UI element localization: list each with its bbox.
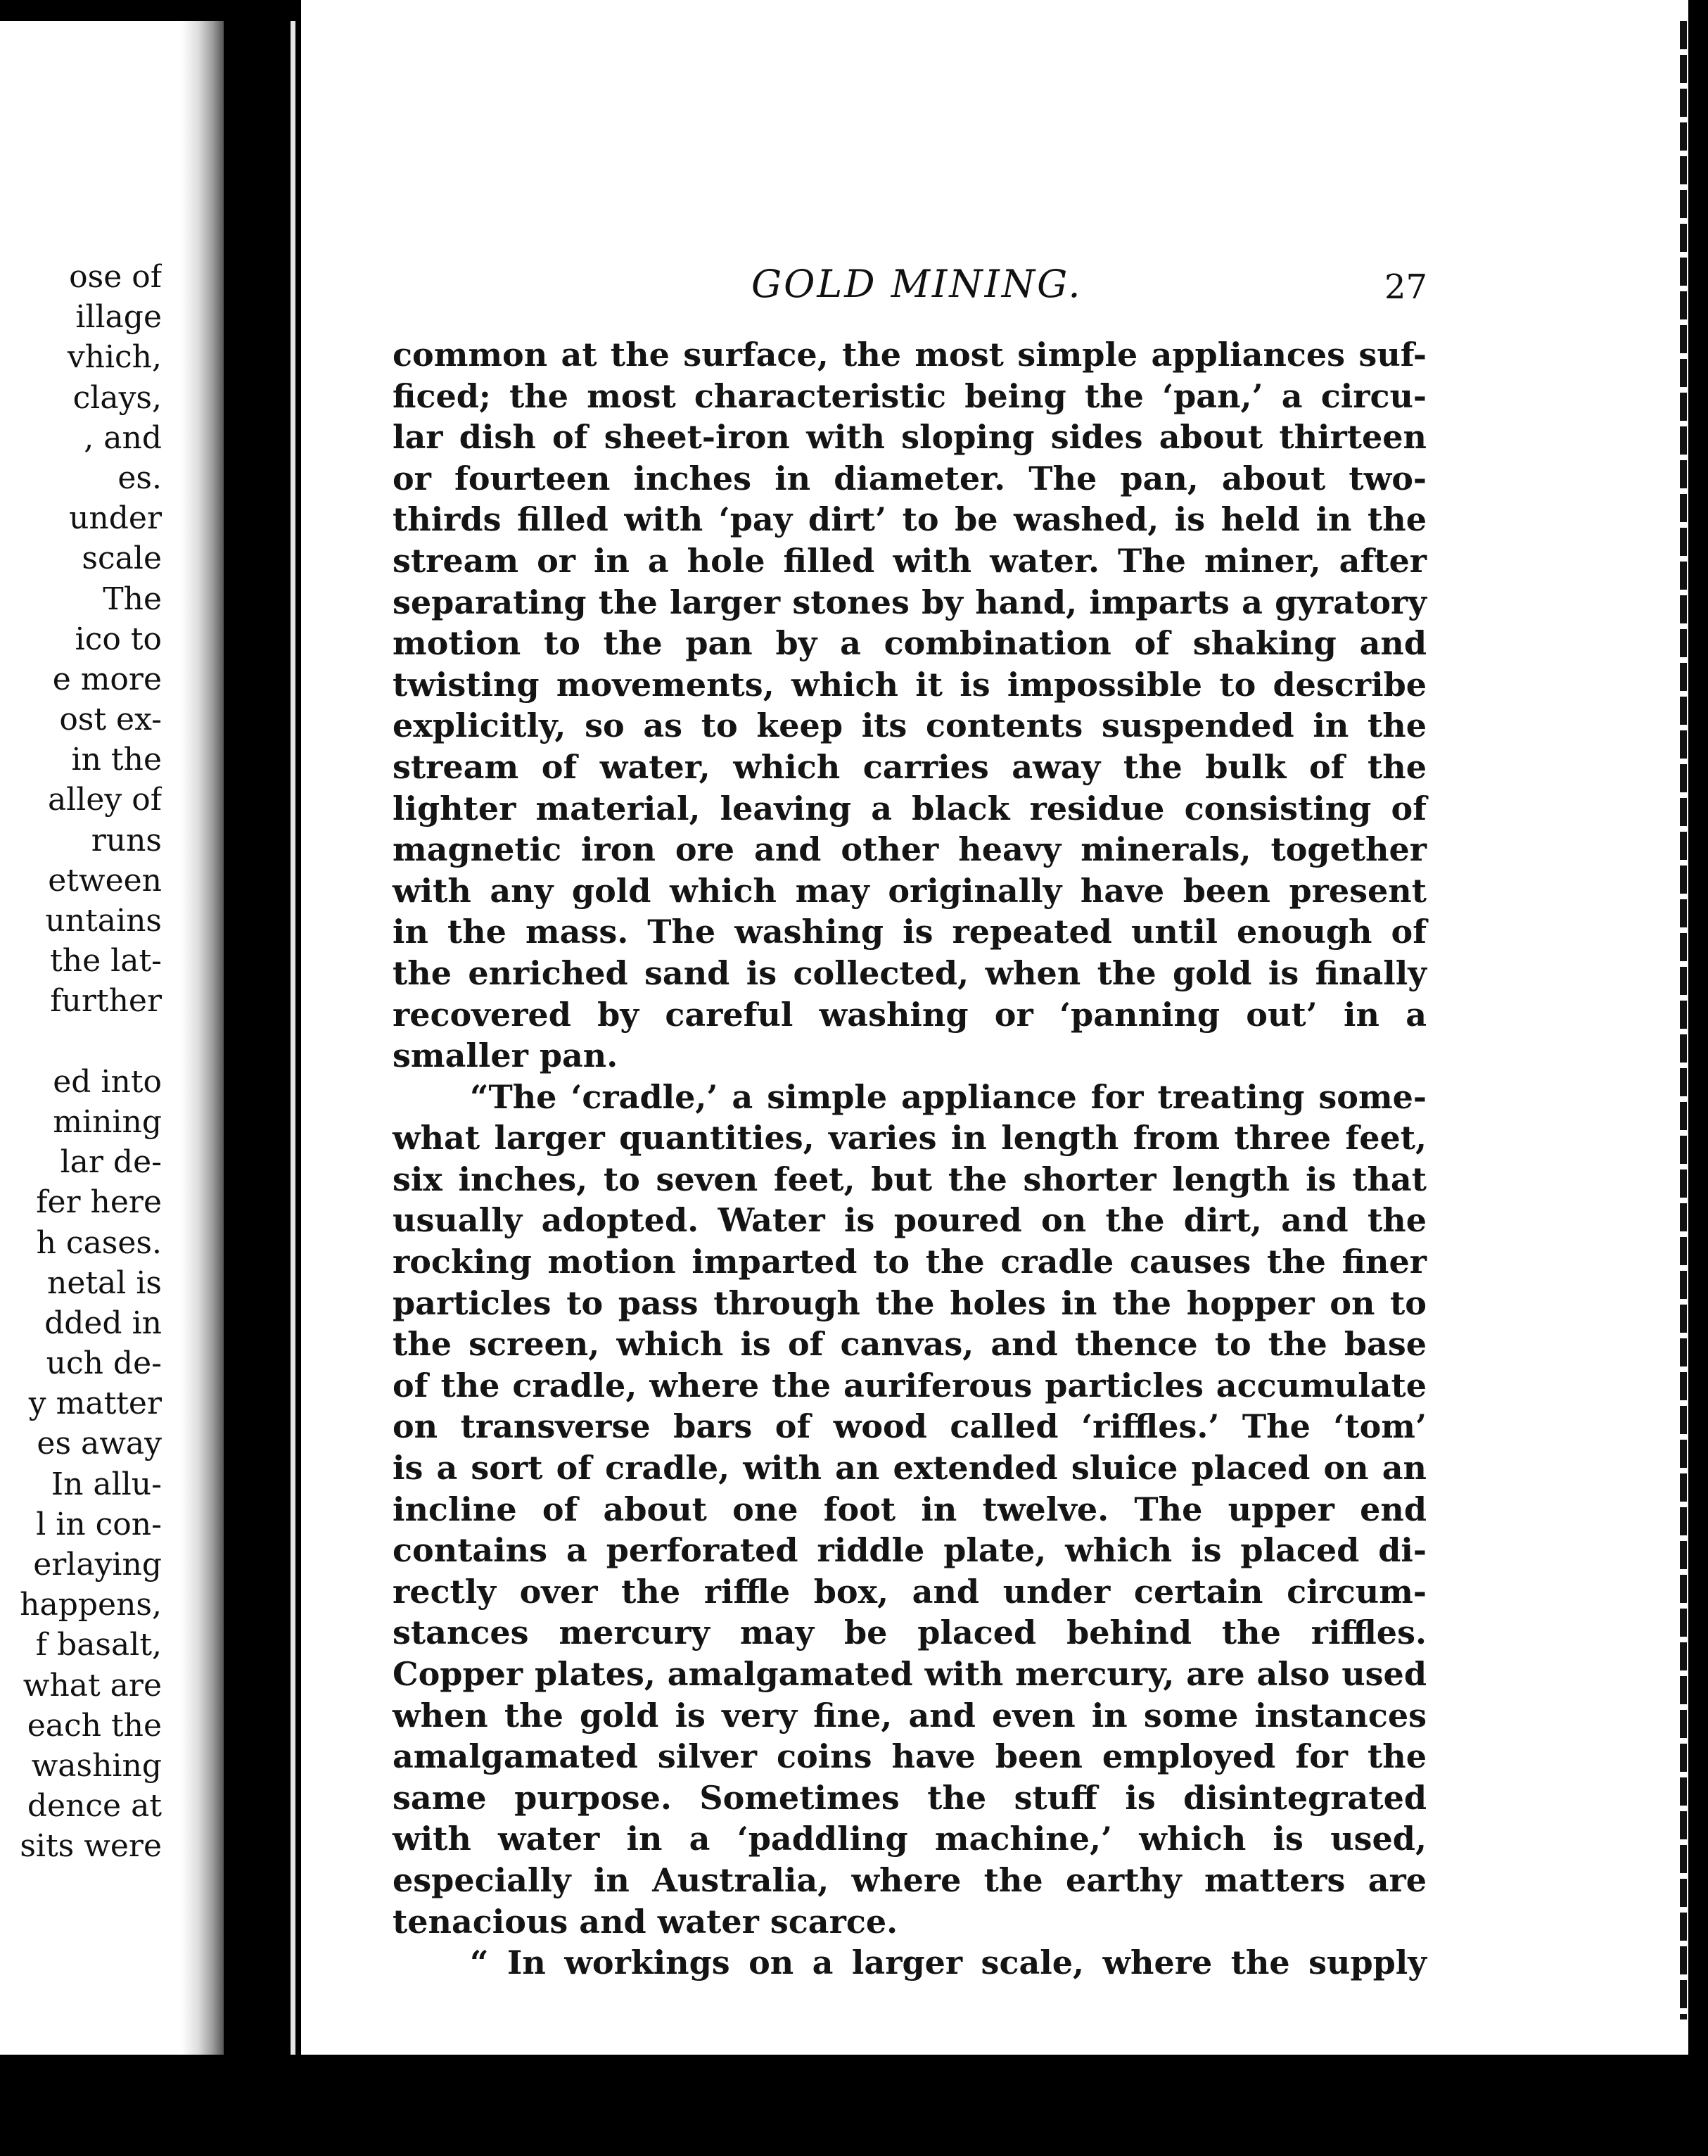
text-line: ficed; the most characteristic being the ‘pan,’ a circu-	[393, 376, 1427, 415]
text-line: separating the larger stones by hand, imparts a gyratory	[393, 583, 1427, 621]
text-line: what larger quantities, varies in length from three feet,	[393, 1119, 1427, 1158]
left-text-fragment: happens,	[20, 1587, 162, 1623]
text-line: stances mercury may be placed behind the riffles.	[393, 1613, 1427, 1652]
body-text	[393, 334, 1427, 1984]
text-line: amalgamated silver coins have been employed for the	[393, 1737, 1427, 1776]
text-line: stream of water, which carries away the bulk of the	[393, 747, 1427, 786]
text-line: Copper plates, amalgamated with mercury, are also used	[393, 1655, 1427, 1693]
left-text-fragment: under	[69, 500, 162, 537]
left-text-fragment: dence at	[27, 1788, 162, 1825]
text-line: six inches, to seven feet, but the shorter length is that	[393, 1160, 1427, 1198]
text-line: usually adopted. Water is poured on the dirt, and the	[393, 1201, 1427, 1240]
running-head-title: GOLD MINING.	[751, 262, 1083, 306]
left-text-fragment: lar de-	[60, 1144, 162, 1181]
text-line: smaller pan.	[393, 1036, 618, 1075]
left-text-fragment: washing	[31, 1747, 162, 1784]
text-line: recovered by careful washing or ‘panning out’ in a	[393, 995, 1427, 1034]
left-text-fragment: vhich,	[67, 339, 162, 376]
text-line: lighter material, leaving a black residue consisting of	[393, 789, 1427, 827]
left-text-fragment: ed into	[53, 1063, 162, 1100]
page-edge-line	[291, 21, 295, 2076]
left-text-fragment: runs	[91, 822, 162, 858]
left-text-fragment: etween	[48, 862, 162, 899]
left-text-fragment	[0, 1022, 162, 1062]
left-text-fragment: erlaying	[33, 1547, 162, 1583]
left-text-fragment: es.	[117, 459, 162, 496]
left-text-fragment: illage	[75, 299, 162, 336]
text-line: especially in Australia, where the earthy matters are	[393, 1860, 1427, 1899]
left-text-fragment: each the	[27, 1707, 162, 1744]
text-line: with water in a ‘paddling machine,’ which is used,	[393, 1820, 1427, 1858]
left-page-text-fragments	[0, 257, 162, 1867]
text-line: contains a perforated riddle plate, which is placed di-	[393, 1531, 1427, 1570]
text-line: the enriched sand is collected, when the gold is finally	[393, 953, 1427, 992]
left-text-fragment: y matter	[28, 1385, 162, 1422]
text-line: explicitly, so as to keep its contents suspended in the	[393, 706, 1427, 745]
left-text-fragment: f basalt,	[35, 1627, 162, 1663]
left-text-fragment: the lat-	[50, 943, 162, 979]
text-line: “ In workings on a larger scale, where the supply	[470, 1943, 1427, 1982]
left-text-fragment: e more	[52, 661, 162, 697]
scan-border	[0, 2055, 1708, 2156]
text-line: thirds filled with ‘pay dirt’ to be washed, is held in the	[393, 500, 1427, 539]
text-line: lar dish of sheet-iron with sloping sides about thirteen	[393, 418, 1427, 457]
left-text-fragment: scale	[82, 540, 162, 577]
left-text-fragment: further	[50, 983, 162, 1020]
text-line: motion to the pan by a combination of shaking and	[393, 624, 1427, 663]
text-line: rectly over the riffle box, and under certain circum-	[393, 1572, 1427, 1611]
text-line: or fourteen inches in diameter. The pan, about two-	[393, 459, 1427, 497]
left-text-fragment: l in con-	[36, 1506, 162, 1542]
left-text-fragment: es away	[37, 1426, 162, 1462]
text-line: particles to pass through the holes in the hopper on to	[393, 1283, 1427, 1322]
text-line: rocking motion imparted to the cradle causes the finer	[393, 1243, 1427, 1281]
left-text-fragment: ost ex-	[59, 702, 162, 738]
text-line: common at the surface, the most simple appliances suf-	[393, 336, 1427, 374]
left-text-fragment: ico to	[75, 621, 162, 657]
text-line: incline of about one foot in twelve. The upper end	[393, 1490, 1427, 1528]
page-number: 27	[1384, 267, 1428, 307]
left-text-fragment: h cases.	[36, 1224, 162, 1261]
text-line: the screen, which is of canvas, and thence to the base	[393, 1325, 1427, 1364]
text-line: same purpose. Sometimes the stuff is disintegrated	[393, 1778, 1427, 1817]
left-text-fragment: , and	[84, 419, 162, 456]
left-text-fragment: clays,	[72, 379, 162, 416]
page-stack-edge	[1680, 21, 1687, 2019]
book-spine	[224, 0, 301, 2156]
left-text-fragment: what are	[23, 1667, 162, 1704]
text-line: on transverse bars of wood called ‘riffles.’ The ‘tom’	[393, 1407, 1427, 1446]
text-line: when the gold is very fine, and even in some instances	[393, 1696, 1427, 1735]
left-text-fragment: uch de-	[46, 1345, 162, 1382]
text-line: tenacious and water scarce.	[393, 1902, 898, 1941]
text-line: with any gold which may originally have been present	[393, 871, 1427, 910]
left-text-fragment: sits were	[20, 1828, 162, 1865]
text-line: magnetic iron ore and other heavy minerals, together	[393, 830, 1427, 869]
left-text-fragment: untains	[45, 903, 162, 939]
left-text-fragment: fer here	[36, 1184, 162, 1221]
text-line: twisting movements, which it is impossible to describe	[393, 665, 1427, 704]
text-line: is a sort of cradle, with an extended sluice placed on an	[393, 1449, 1427, 1488]
left-text-fragment: alley of	[47, 782, 162, 818]
left-text-fragment: ose of	[69, 259, 162, 295]
text-line: “The ‘cradle,’ a simple appliance for treating some-	[470, 1077, 1427, 1116]
text-line: of the cradle, where the auriferous particles accumulate	[393, 1366, 1427, 1404]
left-text-fragment: netal is	[46, 1264, 162, 1301]
left-text-fragment: mining	[53, 1103, 162, 1140]
left-text-fragment: dded in	[44, 1305, 162, 1341]
book-page	[301, 0, 1688, 2055]
left-page-gutter-shadow	[181, 21, 224, 2076]
text-line: in the mass. The washing is repeated until enough of	[393, 913, 1427, 951]
left-text-fragment: The	[103, 581, 162, 617]
text-line: stream or in a hole filled with water. The miner, after	[393, 541, 1427, 580]
left-text-fragment: In allu-	[51, 1466, 162, 1502]
left-text-fragment: in the	[71, 742, 162, 778]
